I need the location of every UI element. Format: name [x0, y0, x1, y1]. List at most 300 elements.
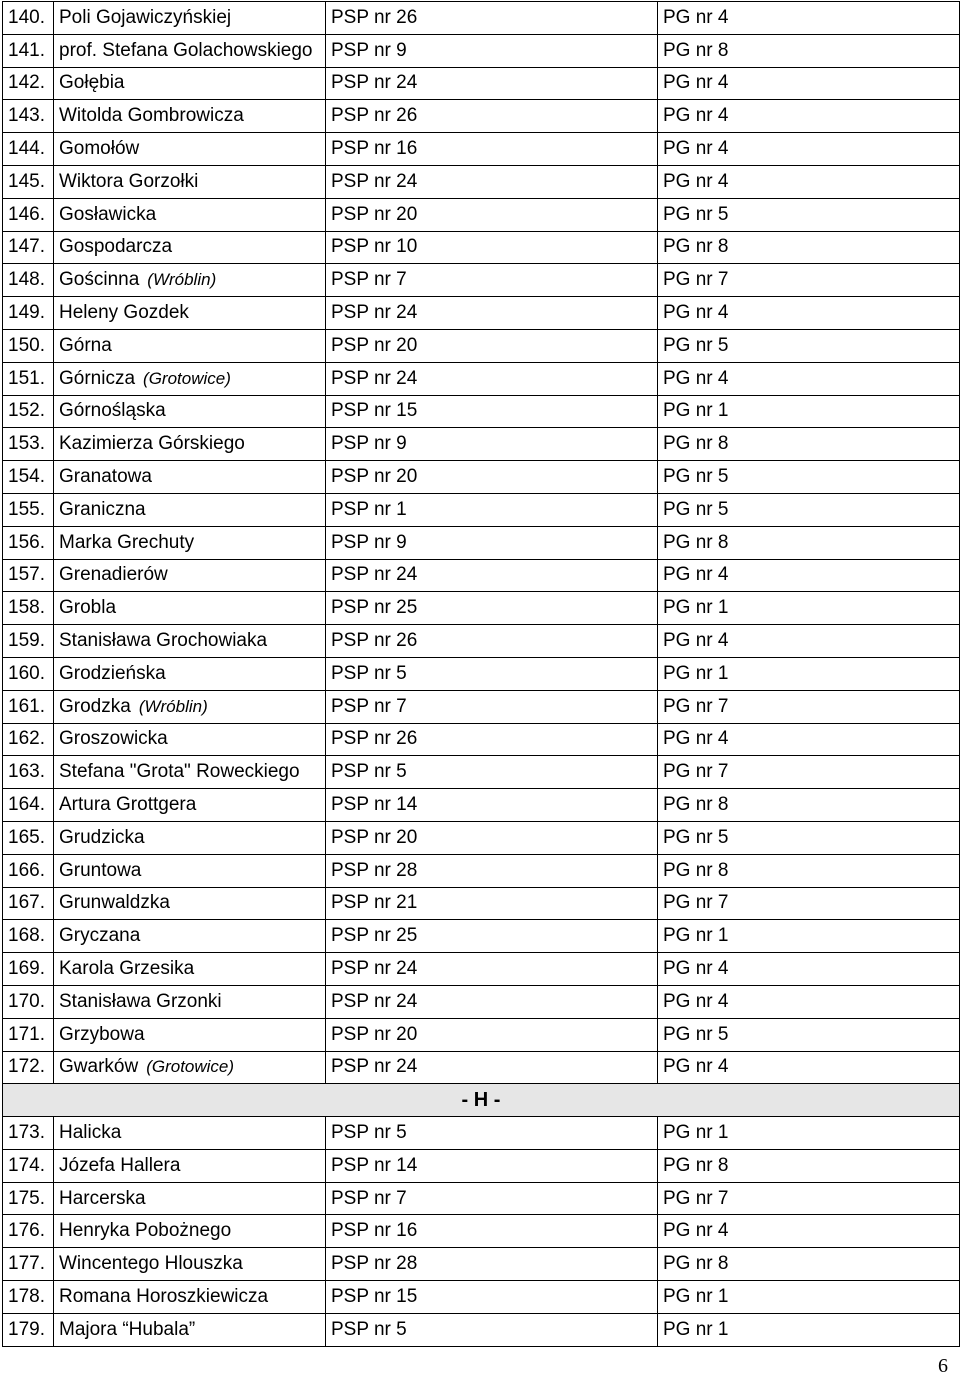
psp-school: PSP nr 26: [331, 630, 418, 652]
street-name: Górnicza: [59, 367, 136, 389]
psp-school: PSP nr 24: [331, 367, 418, 389]
row-number-cell: [3, 395, 54, 428]
pg-school: PG nr 5: [663, 826, 729, 848]
psp-school-cell: [326, 461, 658, 494]
pg-school-cell: [658, 625, 960, 658]
psp-school-cell: [326, 1313, 658, 1346]
street-name-cell: [54, 428, 326, 461]
psp-school: PSP nr 20: [331, 334, 418, 356]
psp-school: PSP nr 28: [331, 859, 418, 881]
psp-school: PSP nr 7: [331, 269, 407, 291]
table-row: [3, 297, 960, 330]
pg-school-cell: [658, 231, 960, 264]
street-name: Granatowa: [59, 466, 152, 488]
pg-school: PG nr 5: [663, 334, 729, 356]
row-number: 171.: [8, 1023, 45, 1045]
district-note: (Wróblin): [138, 696, 208, 716]
row-number: 157.: [8, 564, 45, 586]
pg-school-cell: [658, 559, 960, 592]
street-name-cell: [54, 1248, 326, 1281]
psp-school-cell: [326, 493, 658, 526]
row-number: 154.: [8, 466, 45, 488]
street-name-cell: [54, 2, 326, 35]
row-number-cell: [3, 559, 54, 592]
pg-school: PG nr 4: [663, 728, 729, 750]
pg-school: PG nr 1: [663, 1121, 729, 1143]
pg-school: PG nr 1: [663, 662, 729, 684]
pg-school-cell: [658, 133, 960, 166]
street-name-cell: [54, 657, 326, 690]
psp-school: PSP nr 14: [331, 794, 418, 816]
pg-school: PG nr 5: [663, 466, 729, 488]
row-number-cell: [3, 1149, 54, 1182]
pg-school: PG nr 8: [663, 531, 729, 553]
street-name-cell: [54, 854, 326, 887]
pg-school-cell: [658, 1182, 960, 1215]
table-row: [3, 1051, 960, 1084]
pg-school: PG nr 4: [663, 1056, 729, 1078]
row-number-cell: [3, 428, 54, 461]
street-name: Gwarków: [59, 1056, 139, 1078]
table-row: [3, 1215, 960, 1248]
street-name: Grobla: [59, 597, 117, 619]
row-number-cell: [3, 985, 54, 1018]
row-number-cell: [3, 198, 54, 231]
row-number-cell: [3, 493, 54, 526]
psp-school: PSP nr 14: [331, 1154, 418, 1176]
psp-school-cell: [326, 887, 658, 920]
street-name: Henryka Pobożnego: [59, 1220, 232, 1242]
row-number: 169.: [8, 958, 45, 979]
street-name: Harcerska: [59, 1187, 146, 1209]
street-name-cell: [54, 789, 326, 822]
row-number: 144.: [8, 138, 45, 160]
row-number-cell: [3, 625, 54, 658]
row-number-cell: [3, 297, 54, 330]
psp-school-cell: [326, 821, 658, 854]
row-number: 159.: [8, 630, 45, 652]
pg-school: PG nr 1: [663, 925, 729, 947]
row-number: 161.: [8, 695, 45, 717]
row-number-cell: [3, 887, 54, 920]
row-number: 146.: [8, 203, 45, 225]
street-name: Poli Gojawiczyńskiej: [59, 6, 232, 28]
pg-school: PG nr 8: [663, 433, 729, 455]
pg-school: PG nr 8: [663, 1154, 729, 1176]
table-row: [3, 428, 960, 461]
pg-school-cell: [658, 789, 960, 822]
table-row: [3, 198, 960, 231]
psp-school-cell: [326, 264, 658, 297]
row-number: 143.: [8, 105, 45, 127]
district-note: (Grotowice): [146, 1057, 235, 1077]
street-name-cell: [54, 985, 326, 1018]
row-number: 142.: [8, 72, 45, 94]
psp-school-cell: [326, 657, 658, 690]
street-name: Romana Horoszkiewicza: [59, 1285, 269, 1307]
street-name: Grudzicka: [59, 826, 145, 848]
table-row: [3, 690, 960, 723]
psp-school: PSP nr 9: [331, 531, 407, 553]
psp-school-cell: [326, 100, 658, 133]
row-number: 164.: [8, 794, 45, 816]
row-number: 168.: [8, 925, 45, 947]
pg-school: PG nr 5: [663, 1023, 729, 1045]
row-number-cell: [3, 461, 54, 494]
pg-school: PG nr 8: [663, 236, 729, 258]
row-number: 160.: [8, 662, 45, 684]
row-number-cell: [3, 953, 54, 986]
district-note: (Grotowice): [143, 368, 231, 388]
row-number-cell: [3, 34, 54, 67]
street-name-cell: [54, 1149, 326, 1182]
row-number-cell: [3, 362, 54, 395]
table-row: [3, 887, 960, 920]
row-number: 166.: [8, 859, 45, 881]
pg-school-cell: [658, 920, 960, 953]
row-number: 178.: [8, 1285, 45, 1307]
pg-school-cell: [658, 1051, 960, 1084]
pg-school-cell: [658, 526, 960, 559]
row-number-cell: [3, 821, 54, 854]
pg-school-cell: [658, 428, 960, 461]
row-number-cell: [3, 854, 54, 887]
street-name-cell: [54, 723, 326, 756]
section-header-row: [3, 1084, 960, 1117]
street-name: Gryczana: [59, 925, 141, 947]
row-number-cell: [3, 756, 54, 789]
pg-school-cell: [658, 165, 960, 198]
street-name: Józefa Hallera: [59, 1154, 181, 1176]
street-name-cell: [54, 34, 326, 67]
psp-school: PSP nr 25: [331, 597, 418, 619]
table-row: [3, 789, 960, 822]
table-row: [3, 67, 960, 100]
pg-school-cell: [658, 1117, 960, 1150]
row-number: 176.: [8, 1220, 45, 1242]
psp-school-cell: [326, 1149, 658, 1182]
psp-school: PSP nr 1: [331, 498, 407, 520]
row-number-cell: [3, 592, 54, 625]
row-number: 179.: [8, 1318, 45, 1340]
street-name-cell: [54, 198, 326, 231]
psp-school-cell: [326, 592, 658, 625]
street-name: Artura Grottgera: [59, 794, 197, 816]
pg-school-cell: [658, 362, 960, 395]
pg-school-cell: [658, 1018, 960, 1051]
street-name-cell: [54, 67, 326, 100]
pg-school-cell: [658, 461, 960, 494]
district-note: (Wróblin): [147, 270, 217, 290]
row-number: 147.: [8, 236, 45, 258]
pg-school-cell: [658, 34, 960, 67]
row-number-cell: [3, 526, 54, 559]
pg-school: PG nr 4: [663, 1220, 729, 1242]
psp-school-cell: [326, 428, 658, 461]
table-row: [3, 1117, 960, 1150]
street-name-cell: [54, 461, 326, 494]
pg-school: PG nr 4: [663, 564, 729, 586]
psp-school: PSP nr 7: [331, 695, 407, 717]
table-row: [3, 1018, 960, 1051]
street-name-cell: [54, 264, 326, 297]
psp-school-cell: [326, 1117, 658, 1150]
street-name: Górna: [59, 334, 112, 356]
page-number: 6: [938, 1355, 948, 1377]
street-name-cell: [54, 133, 326, 166]
row-number: 173.: [8, 1121, 45, 1143]
table-row: [3, 493, 960, 526]
psp-school-cell: [326, 854, 658, 887]
row-number: 165.: [8, 826, 45, 848]
row-number-cell: [3, 67, 54, 100]
section-header-h: - H -: [3, 1084, 960, 1117]
pg-school: PG nr 8: [663, 1253, 729, 1275]
psp-school-cell: [326, 1051, 658, 1084]
row-number-cell: [3, 329, 54, 362]
pg-school: PG nr 7: [663, 695, 729, 717]
street-name-cell: [54, 493, 326, 526]
table-body: [3, 2, 960, 1347]
row-number-cell: [3, 264, 54, 297]
psp-school: PSP nr 15: [331, 1285, 418, 1307]
row-number-cell: [3, 1281, 54, 1314]
psp-school-cell: [326, 1248, 658, 1281]
pg-school-cell: [658, 887, 960, 920]
street-name: Gosławicka: [59, 203, 157, 225]
psp-school-cell: [326, 559, 658, 592]
psp-school-cell: [326, 133, 658, 166]
street-name-cell: [54, 887, 326, 920]
table-row: [3, 165, 960, 198]
row-number: 167.: [8, 892, 45, 914]
pg-school: PG nr 4: [663, 367, 729, 389]
psp-school: PSP nr 26: [331, 728, 418, 750]
psp-school-cell: [326, 789, 658, 822]
pg-school-cell: [658, 2, 960, 35]
row-number: 170.: [8, 990, 45, 1012]
pg-school: PG nr 4: [663, 302, 729, 324]
table-row: [3, 329, 960, 362]
psp-school: PSP nr 5: [331, 1318, 407, 1340]
street-name-cell: [54, 362, 326, 395]
street-name: Grzybowa: [59, 1023, 145, 1045]
table-row: [3, 133, 960, 166]
row-number: 150.: [8, 334, 45, 356]
psp-school-cell: [326, 362, 658, 395]
row-number-cell: [3, 1313, 54, 1346]
pg-school-cell: [658, 100, 960, 133]
pg-school-cell: [658, 297, 960, 330]
pg-school: PG nr 4: [663, 990, 729, 1012]
psp-school: PSP nr 10: [331, 236, 418, 258]
row-number-cell: [3, 100, 54, 133]
psp-school: PSP nr 24: [331, 990, 418, 1012]
street-name: Gościnna: [59, 269, 140, 291]
psp-school: PSP nr 26: [331, 105, 418, 127]
street-name-cell: [54, 756, 326, 789]
table-row: [3, 559, 960, 592]
pg-school: PG nr 7: [663, 269, 729, 291]
pg-school-cell: [658, 821, 960, 854]
psp-school: PSP nr 25: [331, 925, 418, 947]
street-name-cell: [54, 1281, 326, 1314]
street-name: Heleny Gozdek: [59, 302, 189, 324]
row-number-cell: [3, 1018, 54, 1051]
table-row: [3, 1248, 960, 1281]
street-name: Majora “Hubala”: [59, 1318, 196, 1340]
row-number: 151.: [8, 367, 45, 389]
pg-school-cell: [658, 493, 960, 526]
street-name-cell: [54, 231, 326, 264]
pg-school-cell: [658, 264, 960, 297]
row-number: 177.: [8, 1253, 45, 1275]
psp-school: PSP nr 5: [331, 761, 407, 783]
table-row: [3, 461, 960, 494]
row-number-cell: [3, 657, 54, 690]
row-number-cell: [3, 2, 54, 35]
pg-school: PG nr 4: [663, 105, 729, 127]
psp-school-cell: [326, 165, 658, 198]
table-row: [3, 395, 960, 428]
pg-school: PG nr 7: [663, 761, 729, 783]
pg-school: PG nr 5: [663, 203, 729, 225]
table-row: [3, 1182, 960, 1215]
pg-school-cell: [658, 657, 960, 690]
psp-school: PSP nr 24: [331, 302, 418, 324]
row-number-cell: [3, 723, 54, 756]
row-number-cell: [3, 1051, 54, 1084]
pg-school: PG nr 4: [663, 6, 729, 28]
street-name: Karola Grzesika: [59, 958, 195, 979]
psp-school: PSP nr 5: [331, 1121, 407, 1143]
street-name-cell: [54, 1117, 326, 1150]
street-name: Stanisława Grochowiaka: [59, 630, 268, 652]
street-name-cell: [54, 592, 326, 625]
table-row: [3, 625, 960, 658]
street-name: Graniczna: [59, 498, 146, 520]
street-name: Stefana "Grota" Roweckiego: [59, 761, 300, 783]
psp-school-cell: [326, 625, 658, 658]
row-number: 140.: [8, 6, 45, 28]
row-number-cell: [3, 1117, 54, 1150]
psp-school: PSP nr 16: [331, 1220, 418, 1242]
pg-school-cell: [658, 395, 960, 428]
street-name: Kazimierza Górskiego: [59, 433, 245, 455]
pg-school: PG nr 8: [663, 39, 729, 61]
street-name: Wincentego Hlouszka: [59, 1253, 243, 1275]
street-name: Grodzieńska: [59, 662, 166, 684]
psp-school-cell: [326, 329, 658, 362]
psp-school: PSP nr 9: [331, 39, 407, 61]
table-row: [3, 2, 960, 35]
street-name: Stanisława Grzonki: [59, 990, 222, 1012]
psp-school-cell: [326, 1215, 658, 1248]
table-row: [3, 657, 960, 690]
table-row: [3, 34, 960, 67]
psp-school-cell: [326, 2, 658, 35]
psp-school-cell: [326, 395, 658, 428]
table-row: [3, 1149, 960, 1182]
street-school-table: [2, 1, 960, 1347]
pg-school: PG nr 4: [663, 630, 729, 652]
street-name-cell: [54, 100, 326, 133]
pg-school: PG nr 4: [663, 72, 729, 94]
psp-school-cell: [326, 1281, 658, 1314]
street-name-cell: [54, 821, 326, 854]
row-number: 174.: [8, 1154, 45, 1176]
pg-school-cell: [658, 1281, 960, 1314]
row-number-cell: [3, 690, 54, 723]
street-name-cell: [54, 1051, 326, 1084]
psp-school-cell: [326, 1018, 658, 1051]
street-name-cell: [54, 1018, 326, 1051]
street-name-cell: [54, 1215, 326, 1248]
pg-school: PG nr 1: [663, 1285, 729, 1307]
street-name-cell: [54, 329, 326, 362]
psp-school: PSP nr 24: [331, 958, 418, 979]
psp-school-cell: [326, 723, 658, 756]
row-number-cell: [3, 231, 54, 264]
street-name: Gołębia: [59, 72, 125, 94]
row-number: 172.: [8, 1056, 45, 1078]
psp-school: PSP nr 21: [331, 892, 418, 914]
psp-school: PSP nr 9: [331, 433, 407, 455]
row-number: 156.: [8, 531, 45, 553]
pg-school-cell: [658, 756, 960, 789]
pg-school: PG nr 4: [663, 138, 729, 160]
row-number: 175.: [8, 1187, 45, 1209]
psp-school: PSP nr 28: [331, 1253, 418, 1275]
table-row: [3, 920, 960, 953]
street-name: prof. Stefana Golachowskiego: [59, 39, 313, 61]
street-name-cell: [54, 165, 326, 198]
psp-school-cell: [326, 67, 658, 100]
psp-school: PSP nr 16: [331, 138, 418, 160]
row-number-cell: [3, 1215, 54, 1248]
street-name: Gomołów: [59, 138, 140, 160]
psp-school-cell: [326, 526, 658, 559]
street-name-cell: [54, 297, 326, 330]
street-name: Wiktora Gorzołki: [59, 170, 199, 192]
pg-school: PG nr 4: [663, 958, 729, 979]
table-row: [3, 756, 960, 789]
street-name-cell: [54, 1182, 326, 1215]
street-name-cell: [54, 1313, 326, 1346]
psp-school: PSP nr 20: [331, 466, 418, 488]
row-number: 141.: [8, 39, 45, 61]
psp-school: PSP nr 24: [331, 564, 418, 586]
pg-school: PG nr 4: [663, 170, 729, 192]
pg-school-cell: [658, 329, 960, 362]
pg-school: PG nr 1: [663, 400, 729, 422]
psp-school: PSP nr 15: [331, 400, 418, 422]
pg-school: PG nr 7: [663, 892, 729, 914]
psp-school: PSP nr 26: [331, 6, 418, 28]
pg-school: PG nr 8: [663, 859, 729, 881]
street-name: Grodzka: [59, 695, 131, 717]
row-number: 152.: [8, 400, 45, 422]
table-row: [3, 854, 960, 887]
row-number-cell: [3, 165, 54, 198]
psp-school-cell: [326, 690, 658, 723]
table-row: [3, 264, 960, 297]
psp-school: PSP nr 24: [331, 170, 418, 192]
table-row: [3, 362, 960, 395]
row-number-cell: [3, 133, 54, 166]
street-name: Witolda Gombrowicza: [59, 105, 244, 127]
psp-school: PSP nr 7: [331, 1187, 407, 1209]
